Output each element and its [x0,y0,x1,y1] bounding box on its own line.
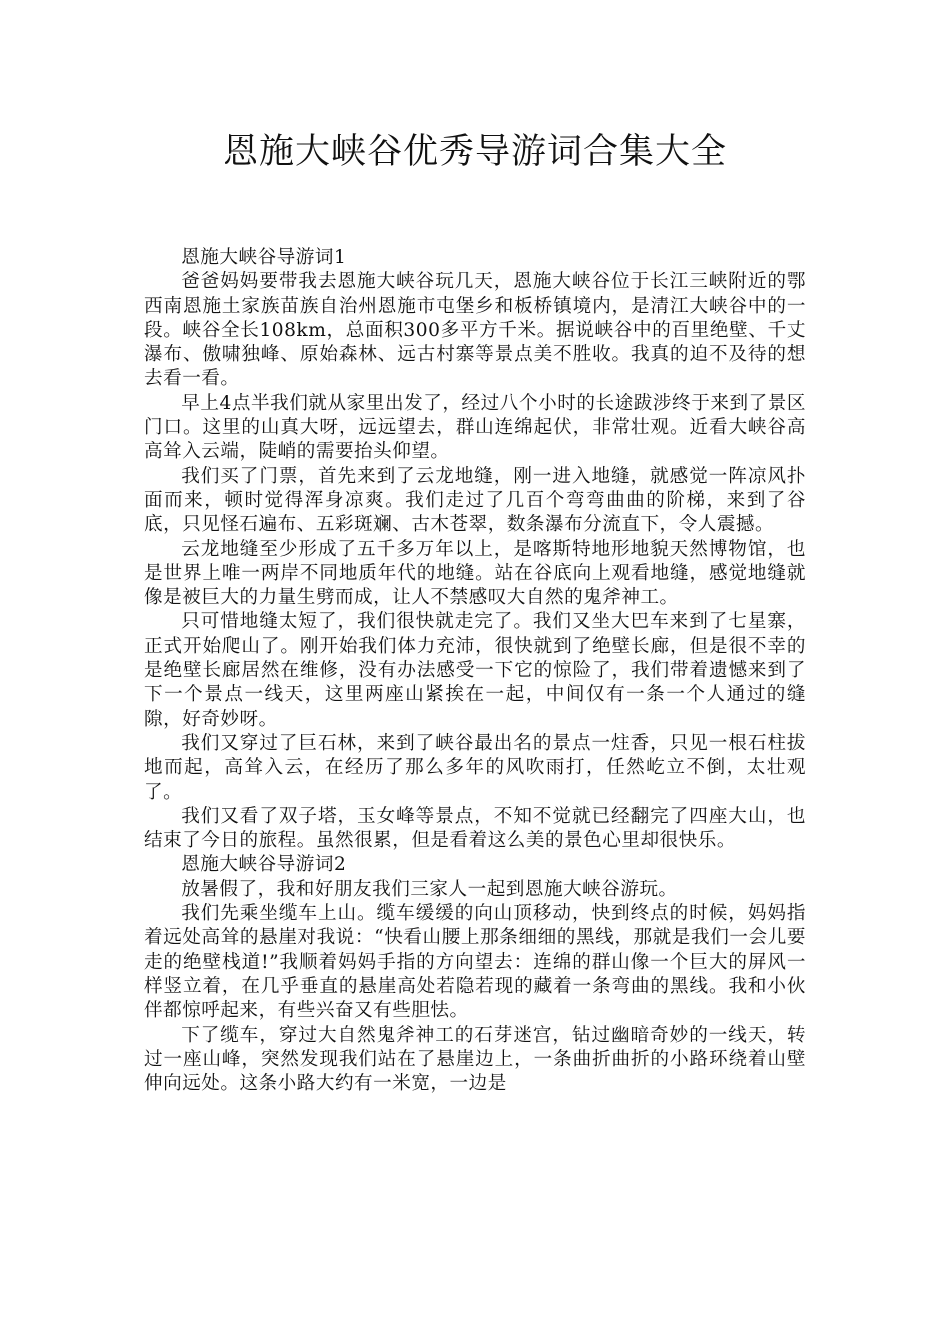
paragraph: 我们又穿过了巨石林，来到了峡谷最出名的景点一炷香，只见一根石柱拔地而起，高耸入云，在经历了那么多年的风吹雨打，任然屹立不倒，太壮观了。 [144,732,806,803]
section-heading: 恩施大峡谷导游词1 [181,247,347,268]
paragraph: 放暑假了，我和好朋友我们三家人一起到恩施大峡谷游玩。 [181,878,678,900]
paragraph: 我们买了门票，首先来到了云龙地缝，刚一进入地缝，就感觉一阵凉风扑面而来，顿时觉得浑身凉爽。我们走过了几百个弯弯曲曲的阶梯，来到了谷底，只见怪石遍布、五彩斑斓、古木苍翠，数条瀑布分流直下，令人震撼。 [144,465,806,536]
paragraph: 早上4点半我们就从家里出发了，经过八个小时的长途跋涉终于来到了景区门口。这里的山真大呀，远远望去，群山连绵起伏，非常壮观。近看大峡谷高高耸入云端，陡峭的需要抬头仰望。 [144,392,806,463]
paragraph: 我们又看了双子塔，玉女峰等景点，不知不觉就已经翻完了四座大山，也结束了今日的旅程。虽然很累，但是看着这么美的景色心里却很快乐。 [144,805,806,852]
paragraph: 下了缆车，穿过大自然鬼斧神工的石芽迷宫，钻过幽暗奇妙的一线天，转过一座山峰，突然发现我们站在了悬崖边上，一条曲折曲折的小路环绕着山壁伸向远处。这条小路大约有一米宽，一边是 [144,1024,806,1095]
paragraph: 云龙地缝至少形成了五千多万年以上，是喀斯特地形地貌天然博物馆，也是世界上唯一两岸不同地质年代的地缝。站在谷底向上观看地缝，感觉地缝就像是被巨大的力量生劈而成，让人不禁感叹大自然的鬼斧神工。 [144,538,806,609]
section-heading: 恩施大峡谷导游词2 [181,854,347,876]
paragraph: 我们先乘坐缆车上山。缆车缓缓的向山顶移动，快到终点的时候，妈妈指着远处高耸的悬崖对我说：“快看山腰上那条细细的黑线，那就是我们一会儿要走的绝壁栈道!”我顺着妈妈手指的方向望去：连绵的群山像一个巨大的屏风一样竖立着，在几乎垂直的悬崖高处若隐若现的藏着一条弯曲的黑线。我和小伙伴都惊呼起来，有些兴奋又有些胆怯。 [144,903,806,1022]
paragraph: 爸爸妈妈要带我去恩施大峡谷玩几天，恩施大峡谷位于长江三峡附近的鄂西南恩施土家族苗族自治州恩施市屯堡乡和板桥镇境内，是清江大峡谷中的一段。峡谷全长108km，总面积300多平方千米。据说峡谷中的百里绝壁、千丈瀑布、傲啸独峰、原始森林、远古村寨等景点美不胜收。我真的迫不及待的想去看一看。 [144,271,806,390]
paragraph: 只可惜地缝太短了，我们很快就走完了。我们又坐大巴车来到了七星寨，正式开始爬山了。刚开始我们体力充沛，很快就到了绝壁长廊，但是很不幸的是绝壁长廊居然在维修，没有办法感受一下它的惊险了，我们带着遗憾来到了下一个景点一线天，这里两座山紧挨在一起，中间仅有一条一个人通过的缝隙，好奇妙呀。 [144,611,806,730]
document-title: 恩施大峡谷优秀导游词合集大全 [222,132,727,172]
document-body [144,246,806,1096]
